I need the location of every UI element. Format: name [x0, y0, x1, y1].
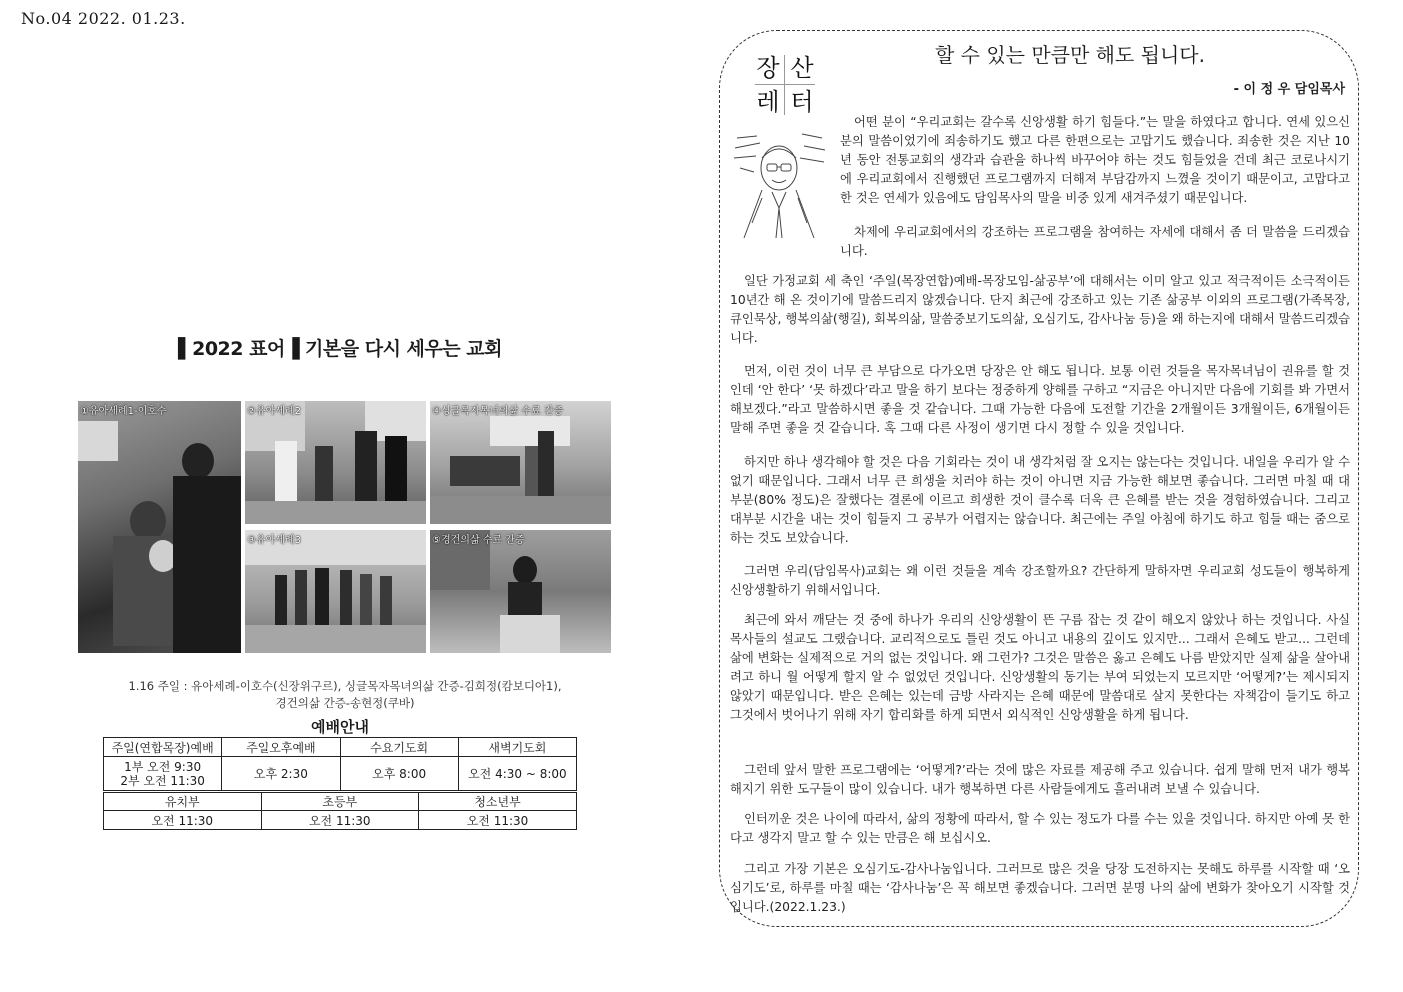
photo-caption: ⑤경건의삶 수료 간증 [432, 535, 525, 546]
portrait-sketch-icon [732, 128, 827, 240]
letter-title: 할 수 있는 만큼만 해도 됩니다. [935, 43, 1205, 67]
worship-schedule-title: 예배안내 [311, 718, 369, 736]
letter-badge [751, 51, 819, 119]
letter-author: - 이 정 우 담임목사 [1233, 82, 1345, 97]
issue-number: No.04 2022. 01.23. [21, 9, 186, 28]
department-header: 초등부 [261, 793, 419, 811]
photo-infant-baptism-2-image [245, 401, 426, 524]
badge-char: 장 [756, 54, 780, 82]
sunday-second-service: 2부 오전 11:30 [120, 773, 205, 788]
photo-caption: ③유아세례3 [247, 535, 301, 546]
badge-char: 레 [756, 88, 780, 116]
photo-devotion-testimony [430, 530, 611, 653]
photo-infant-baptism-3 [245, 530, 426, 653]
letter-paragraph: 그러면 우리(담임목사)교회는 왜 이런 것들을 계속 강조할까요? 간단하게 말하자면 우리교회 성도들이 행복하게 신앙생활하기 위해서입니다. [730, 564, 1350, 597]
photo-caption: ①유아세례1-이호수 [80, 406, 167, 417]
worship-header: 주일오후예배 [222, 738, 340, 757]
department-time: 오전 11:30 [261, 811, 419, 830]
department-schedule-table [103, 792, 577, 830]
worship-header: 수요기도회 [340, 738, 458, 757]
photo-infant-baptism-1 [78, 401, 241, 653]
photo-caption: ④싱글목자목녀의삶 수료 간증 [432, 406, 564, 417]
worship-header: 주일(연합목장)예배 [104, 738, 222, 757]
letter-paragraph: 그런데 앞서 말한 프로그램에는 ‘어떻게?’라는 것에 많은 자료를 제공해 주고 있습니다. 쉽게 말해 먼저 내가 행복해지기 위한 도구들이 많이 있습니다. 내가 행복하면 다른 사람들에게도 흘러내려 보낼 수 있습니다. [730, 763, 1350, 796]
letter-paragraph: 인터끼운 것은 나이에 따라서, 삶의 정황에 따라서, 할 수 있는 정도가 다를 수는 있을 것입니다. 하지만 아예 못 한다고 생각지 말고 할 수 있는 만큼은 해 보십시오. [730, 812, 1350, 845]
yearly-motto: ▌2022 표어▐ 기본을 다시 세우는 교회 [178, 338, 502, 360]
sunday-first-service: 1부 오전 9:30 [124, 759, 202, 774]
letter-paragraph: 하지만 하나 생각해야 할 것은 다음 기회라는 것이 내 생각처럼 잘 오지는 않는다는 것입니다. 내일을 우리가 알 수 없기 때문입니다. 그래서 너무 큰 희생을 치러야 하는 것이 아니면 지금 가능한 해보면 좋습니다. 그러면 마칠 때 대부분(80% 정도)은 잘했다는 결론에 이르고 희생한 것이 클수록 더욱 큰 은혜를 받는 것을 경험하였습니다. 그리고 대부분 시간을 내는 것이 힘들지 그 공부가 어렵지는 않습니다. 최근에는 주일 아침에 하기도 하고 힘들 때는 줌으로 하는 것도 보았습니다. [730, 455, 1350, 545]
photo-singles-testimony [430, 401, 611, 524]
badge-divider [784, 55, 785, 115]
photo-caption: ②유아세례2 [247, 406, 301, 417]
department-time: 오전 11:30 [419, 811, 577, 830]
letter-paragraph: 최근에 와서 깨닫는 것 중에 하나가 우리의 신앙생활이 뜬 구름 잡는 것 같이 해오지 않았나 하는 것입니다. 사실 목사들의 설교도 그랬습니다. 교리적으로도 틀린 것도 아니고 내용의 깊이도 있지만... 그래서 은혜도 받고... 그런데 삶에 변화는 실제적으로 거의 없는 것입니다. 왜 그런가? 그것은 말씀은 옳고 은혜도 나름 받았지만 실제 삶을 살아내려고 하니 월 어떻게 할지 알 수 없었던 것입니다. 신앙생활의 동기는 부여 되었는지 모르지만 ‘어떻게?’는 제시되지 않았기 때문입니다. 받은 은혜는 있는데 금방 사라지는 은혜 때문에 말씀대로 살지 못한다는 자책감이 들기도 하고 그것에서 벗어나기 위해 자기 합리화를 하게 되면서 외식적인 신앙생활을 하게 됩니다. [730, 613, 1350, 722]
badge-divider [755, 84, 815, 85]
photo-singles-testimony-image [430, 401, 611, 524]
worship-time: 오전 4:30 ~ 8:00 [458, 757, 576, 791]
photo-caption-line-2: 경건의삶 간증-송현정(쿠바) [275, 696, 415, 710]
letter-paragraph: 차제에 우리교회에서의 강조하는 프로그램을 참여하는 자세에 대해서 좀 더 말씀을 드리겠습니다. [840, 225, 1350, 258]
worship-time: 오후 8:00 [340, 757, 458, 791]
badge-char: 터 [790, 88, 814, 116]
badge-char: 산 [790, 54, 814, 82]
department-time: 오전 11:30 [104, 811, 262, 830]
photo-infant-baptism-1-image [78, 401, 241, 653]
worship-time: 오후 2:30 [222, 757, 340, 791]
letter-paragraph: 일단 가정교회 세 축인 ‘주일(목장연합)예배-목장모임-삶공부’에 대해서는 이미 알고 있고 적극적이든 소극적이든 10년간 해 온 것이기에 말씀드리지 않겠습니다. 단지 최근에 강조하고 있는 기존 삶공부 이외의 프로그램(가족목장, 큐인묵상, 행복의삶(행길), 회복의삶, 말씀중보기도의삶, 오심기도, 감사나눔 등)을 왜 하는지에 대해서 말씀드리겠습니다. [730, 274, 1351, 345]
letter-paragraph: 그리고 가장 기본은 오심기도-감사나눔입니다. 그러므로 많은 것을 당장 도전하지는 못해도 하루를 시작할 때 ‘오심기도’로, 하루를 마칠 때는 ‘감사나눔’은 꼭 해보면 좋겠습니다. 그러면 분명 나의 삶에 변화가 찾아오기 시작할 것입니다.(2022.1.23.) [730, 862, 1350, 914]
department-header: 청소년부 [419, 793, 577, 811]
worship-schedule-table [103, 737, 577, 791]
photo-collage [78, 401, 611, 653]
department-header: 유치부 [104, 793, 262, 811]
photo-caption-line-1: 1.16 주일 : 유아세례-이호수(신장위구르), 싱글목자목녀의삶 간증-김희정(캄보디아1), [128, 679, 562, 693]
photo-infant-baptism-3-image [245, 530, 426, 653]
letter-paragraph: 어떤 분이 “우리교회는 갈수록 신앙생활 하기 힘들다.”는 말을 하였다고 합니다. 연세 있으신 분의 말씀이었기에 죄송하기도 했고 다른 한편으로는 고맙기도 했습니다. 죄송한 것은 지난 10년 동안 전통교회의 생각과 습관을 하나씩 바꾸어야 하는 것도 힘들었을 건데 최근 코로나시기에 우리교회에서 진행했던 프로그램까지 더해져 부담감까지 느꼈을 것이기 때문이고, 고맙다고 한 것은 연세가 있음에도 담임목사의 말을 비중 있게 새겨주셨기 때문입니다. [840, 115, 1350, 205]
photo-infant-baptism-2 [245, 401, 426, 524]
photo-devotion-testimony-image [430, 530, 611, 653]
letter-paragraph: 먼저, 이런 것이 너무 큰 부담으로 다가오면 당장은 안 해도 됩니다. 보통 이런 것들을 목자목녀님이 권유를 할 것인데 ‘안 한다’ ‘못 하겠다’라고 말을 하기 보다는 정중하게 양해를 구하고 “지금은 아니지만 다음에 기회를 봐 가면서 해보겠다.”라고 말씀하시면 좋을 것 같습니다. 그때 가능한 다음에 도전할 기간을 2개월이든 3개월이든, 6개월이든 말해 주면 좋을 것 같습니다. 혹 그때 다른 사정이 생기면 다시 정할 수 있을 것입니다. [730, 364, 1350, 435]
worship-header: 새벽기도회 [458, 738, 576, 757]
sunday-service-times [104, 757, 222, 791]
